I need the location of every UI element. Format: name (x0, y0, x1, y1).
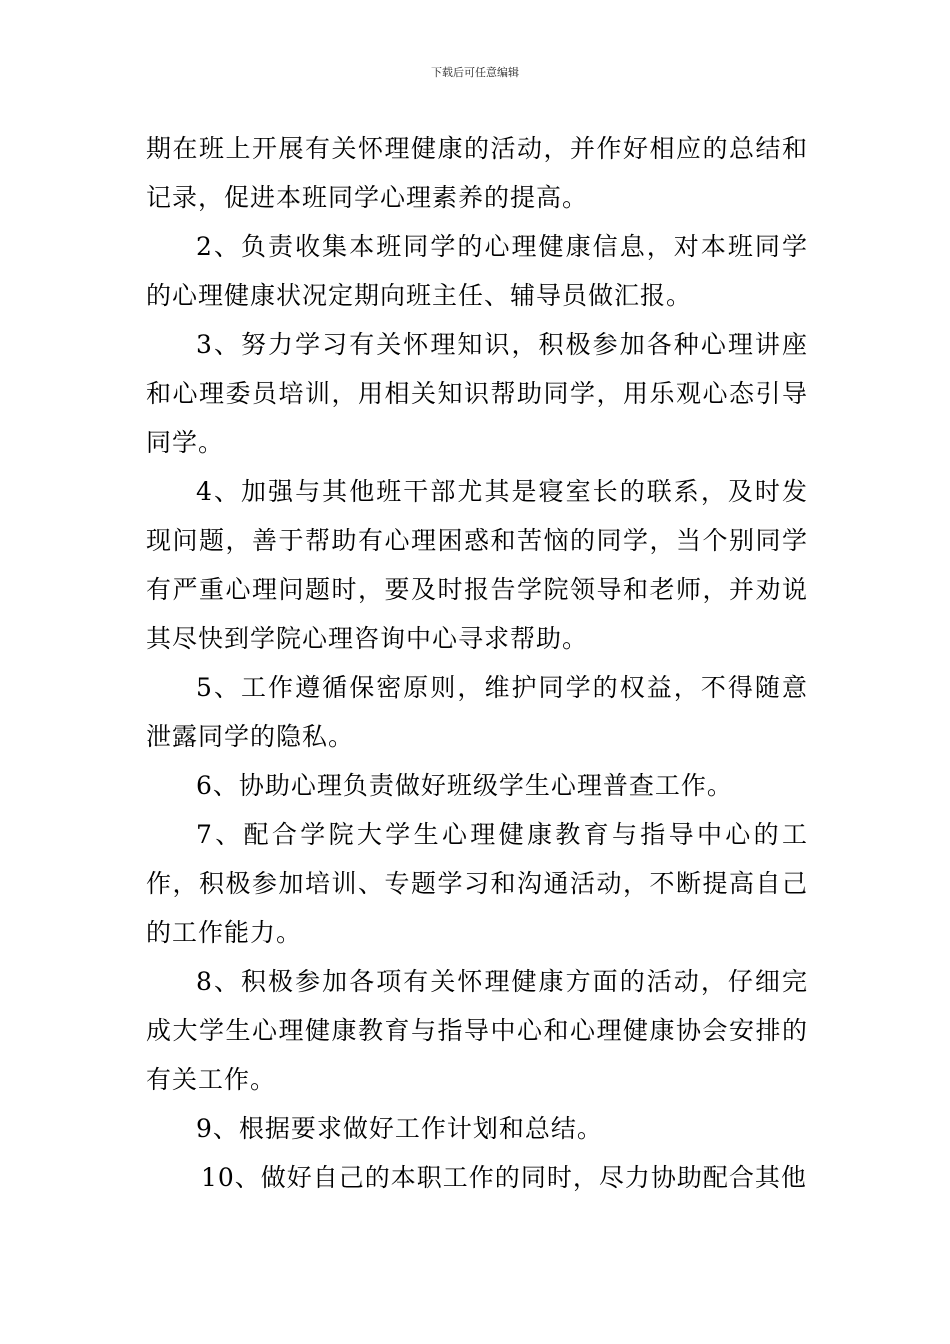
paragraph-item-4: 4、加强与其他班干部尤其是寝室长的联系，及时发现问题，善于帮助有心理困惑和苦恼的同学，当个别同学有严重心理问题时，要及时报告学院领导和老师，并劝说其尽快到学院心理咨询中心寻求帮助。 (146, 477, 808, 653)
document-body (146, 124, 808, 1202)
paragraph-item-8: 8、积极参加各项有关怀理健康方面的活动，仔细完成大学生心理健康教育与指导中心和心理健康协会安排的有关工作。 (146, 967, 808, 1094)
paragraph-item-10: 10、做好自己的本职工作的同时，尽力协助配合其他 (201, 1163, 807, 1192)
paragraph-continuation: 期在班上开展有关怀理健康的活动，并作好相应的总结和记录，促进本班同学心理素养的提高。 (146, 134, 808, 212)
paragraph-item-2: 2、负责收集本班同学的心理健康信息，对本班同学的心理健康状况定期向班主任、辅导员做汇报。 (146, 232, 808, 310)
paragraph-item-9: 9、根据要求做好工作计划和总结。 (196, 1114, 603, 1143)
paragraph-item-7: 7、配合学院大学生心理健康教育与指导中心的工作，积极参加培训、专题学习和沟通活动，不断提高自己的工作能力。 (146, 820, 808, 947)
paragraph-item-5: 5、工作遵循保密原则，维护同学的权益，不得随意泄露同学的隐私。 (146, 673, 808, 751)
paragraph-item-6: 6、协助心理负责做好班级学生心理普查工作。 (196, 771, 733, 800)
paragraph-item-3: 3、努力学习有关怀理知识，积极参加各种心理讲座和心理委员培训，用相关知识帮助同学，用乐观心态引导同学。 (146, 330, 808, 457)
page-header: 下载后可任意编辑 (431, 66, 519, 79)
